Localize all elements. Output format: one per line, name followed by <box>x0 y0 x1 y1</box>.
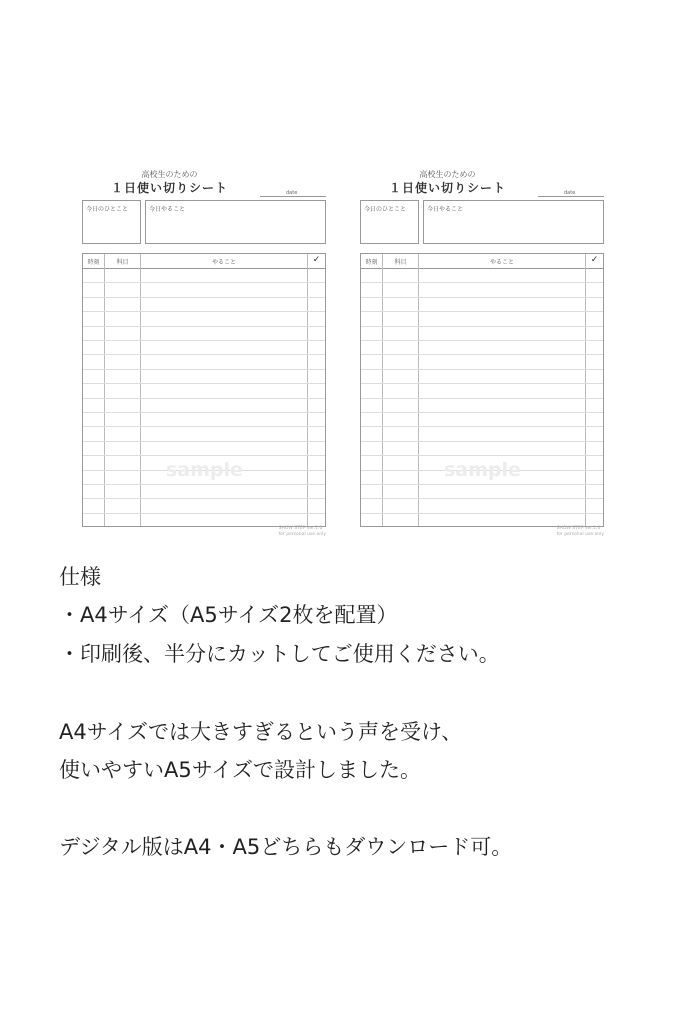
sheet-footer <box>557 526 604 538</box>
table-row-line <box>361 426 603 427</box>
column-time: 時刻 <box>87 259 100 266</box>
table-row-line <box>361 498 603 499</box>
date-label: date <box>564 190 576 196</box>
table-row-line <box>361 311 603 312</box>
table-row-line <box>361 398 603 399</box>
table-row-line <box>361 282 603 283</box>
table-row-line <box>83 398 325 399</box>
table-row-line <box>361 412 603 413</box>
column-time: 時刻 <box>365 259 378 266</box>
sample-watermark: sample <box>444 459 521 481</box>
sheet-title: １日使い切りシート <box>388 181 506 195</box>
table-row-line <box>83 311 325 312</box>
word-of-day-label: 今日のひとこと <box>364 206 407 213</box>
schedule-table <box>360 253 604 527</box>
todo-today-label: 今日やること <box>427 206 464 213</box>
table-row-line <box>361 369 603 370</box>
table-row-line <box>361 484 603 485</box>
column-divider <box>418 254 419 526</box>
sheet-preview-right <box>360 165 604 540</box>
spec-bullet-size: ・A4サイズ（A5サイズ2枚を配置） <box>59 603 398 627</box>
digital-note: デジタル版はA4・A5どちらもダウンロード可。 <box>59 835 513 859</box>
todo-today-label: 今日やること <box>149 206 186 213</box>
word-of-day-box <box>82 200 141 244</box>
table-row-line <box>361 513 603 514</box>
table-row-line <box>361 326 603 327</box>
column-divider <box>104 254 105 526</box>
column-divider <box>140 254 141 526</box>
todo-today-box <box>145 200 326 244</box>
table-header <box>83 254 325 269</box>
table-row-line <box>83 513 325 514</box>
table-row-line <box>361 455 603 456</box>
table-header <box>361 254 603 269</box>
footer-note: for personal use only <box>556 532 604 537</box>
intro-line-1: A4サイズでは大きすぎるという声を受け、 <box>59 720 463 744</box>
table-row-line <box>83 383 325 384</box>
date-line <box>260 196 326 197</box>
table-row-line <box>83 369 325 370</box>
intro-line-2: 使いやすいA5サイズで設計しました。 <box>59 758 422 782</box>
column-divider <box>307 254 308 526</box>
table-row-line <box>83 340 325 341</box>
schedule-table <box>82 253 326 527</box>
table-row-line <box>83 412 325 413</box>
footer-note: for personal use only <box>278 532 326 537</box>
table-row-line <box>83 441 325 442</box>
footer-brand: SHOW STEP ver.1.0 <box>556 526 601 531</box>
table-row-line <box>83 354 325 355</box>
table-row-line <box>361 354 603 355</box>
table-row-line <box>361 441 603 442</box>
table-row-line <box>83 282 325 283</box>
table-row-line <box>83 297 325 298</box>
check-icon: ✓ <box>312 255 321 265</box>
table-row-line <box>83 455 325 456</box>
sheet-preview-left <box>82 165 326 540</box>
table-row-line <box>361 297 603 298</box>
spec-heading: 仕様 <box>59 565 101 589</box>
column-subject: 科目 <box>394 259 407 266</box>
sheet-subtitle: 高校生のための <box>141 170 198 179</box>
word-of-day-box <box>360 200 419 244</box>
table-row-line <box>83 484 325 485</box>
column-divider <box>382 254 383 526</box>
date-label: date <box>286 190 298 196</box>
sheet-footer <box>279 526 326 538</box>
column-subject: 科目 <box>116 259 129 266</box>
table-row-line <box>83 426 325 427</box>
word-of-day-label: 今日のひとこと <box>86 206 129 213</box>
table-row-line <box>361 383 603 384</box>
check-icon: ✓ <box>590 255 599 265</box>
column-divider <box>585 254 586 526</box>
date-line <box>538 196 604 197</box>
footer-brand: SHOW STEP ver.1.0 <box>278 526 323 531</box>
sheet-title: １日使い切りシート <box>110 181 228 195</box>
todo-today-box <box>423 200 604 244</box>
table-row-line <box>361 340 603 341</box>
column-task: やること <box>489 259 514 266</box>
sample-watermark: sample <box>166 459 243 481</box>
table-row-line <box>83 326 325 327</box>
table-row-line <box>83 498 325 499</box>
sheet-subtitle: 高校生のための <box>419 170 476 179</box>
spec-bullet-usage: ・印刷後、半分にカットしてご使用ください。 <box>59 642 500 666</box>
column-task: やること <box>211 259 236 266</box>
